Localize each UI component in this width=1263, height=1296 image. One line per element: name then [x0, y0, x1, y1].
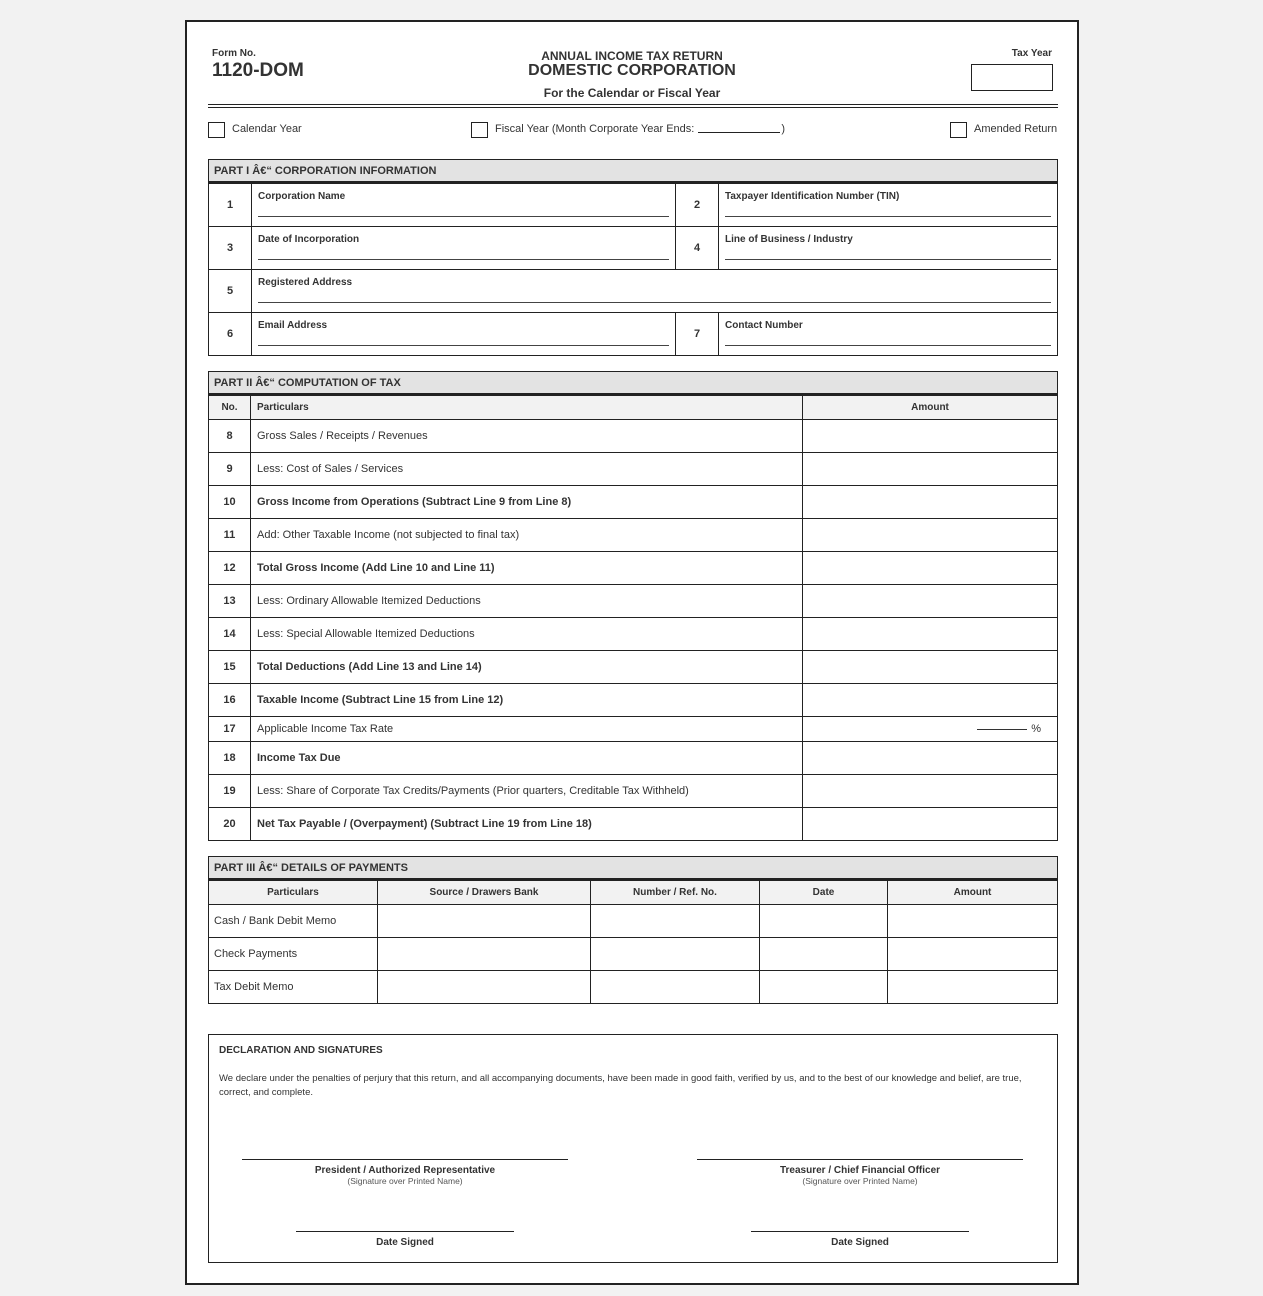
- line-particulars: Net Tax Payable / (Overpayment) (Subtract Line 19 from Line 18): [251, 808, 803, 841]
- tax-year-input[interactable]: [971, 64, 1053, 91]
- calendar-year-checkbox[interactable]: [208, 122, 225, 138]
- table-row: [209, 938, 1058, 971]
- line-number: 10: [209, 486, 251, 519]
- treasurer-date-label: Date Signed: [831, 1237, 889, 1248]
- source-bank-input[interactable]: [378, 971, 591, 1004]
- line-number: 14: [209, 618, 251, 651]
- line-number: 11: [209, 519, 251, 552]
- field-label: Corporation Name: [258, 191, 346, 202]
- ref-no-input[interactable]: [591, 905, 760, 938]
- field-label: Taxpayer Identification Number (TIN): [725, 191, 900, 202]
- amended-return-checkbox[interactable]: [950, 122, 967, 138]
- tax-rate-cell: [803, 717, 1058, 742]
- president-date-label: Date Signed: [376, 1237, 434, 1248]
- col-header-date: Date: [760, 881, 888, 905]
- form-number: 1120-DOM: [212, 60, 304, 81]
- payment-type: Tax Debit Memo: [209, 971, 378, 1004]
- field-number: 7: [676, 313, 719, 356]
- line-particulars: Less: Ordinary Allowable Itemized Deductions: [251, 585, 803, 618]
- form-subtitle: For the Calendar or Fiscal Year: [543, 86, 721, 100]
- table-row: [209, 651, 1058, 684]
- part1-header: PART I Â€“ CORPORATION INFORMATION: [208, 159, 1058, 183]
- amount-input[interactable]: [803, 552, 1058, 585]
- corporation-info-table: [208, 183, 1058, 356]
- line-number: 9: [209, 453, 251, 486]
- date-input[interactable]: [760, 938, 888, 971]
- fiscal-month-input[interactable]: [698, 132, 780, 133]
- amount-input[interactable]: [803, 742, 1058, 775]
- tin-field[interactable]: [719, 184, 1058, 227]
- line-particulars: Less: Share of Corporate Tax Credits/Payments (Prior quarters, Creditable Tax Withheld): [251, 775, 803, 808]
- amount-input[interactable]: [803, 684, 1058, 717]
- tax-form-page: [185, 20, 1079, 1285]
- amount-input[interactable]: [803, 651, 1058, 684]
- table-row: [209, 618, 1058, 651]
- president-signature-label: President / Authorized Representative: [314, 1165, 496, 1176]
- line-particulars: Less: Cost of Sales / Services: [251, 453, 803, 486]
- table-row: [209, 808, 1058, 841]
- line-particulars: Income Tax Due: [251, 742, 803, 775]
- table-row: [209, 453, 1058, 486]
- payment-type: Cash / Bank Debit Memo: [209, 905, 378, 938]
- amount-input[interactable]: [803, 519, 1058, 552]
- field-label: Email Address: [258, 320, 328, 331]
- line-number: 17: [209, 717, 251, 742]
- line-number: 8: [209, 420, 251, 453]
- treasurer-date-line[interactable]: [751, 1231, 969, 1232]
- line-number: 20: [209, 808, 251, 841]
- date-of-incorporation-field[interactable]: [252, 227, 676, 270]
- amount-input[interactable]: [803, 618, 1058, 651]
- table-row: [209, 742, 1058, 775]
- amount-input[interactable]: [803, 453, 1058, 486]
- fiscal-year-checkbox[interactable]: [471, 122, 488, 138]
- field-number: 4: [676, 227, 719, 270]
- table-row: [209, 717, 1058, 742]
- percent-sign: %: [1031, 723, 1041, 735]
- form-title-line1: ANNUAL INCOME TAX RETURN: [541, 49, 723, 63]
- date-input[interactable]: [760, 905, 888, 938]
- amount-input[interactable]: [888, 971, 1058, 1004]
- col-header-source-bank: Source / Drawers Bank: [378, 881, 591, 905]
- president-signature-sub: (Signature over Printed Name): [347, 1176, 463, 1186]
- registered-address-field[interactable]: [252, 270, 1058, 313]
- fiscal-year-text: Fiscal Year (Month Corporate Year Ends:: [495, 123, 695, 135]
- form-title: DOMESTIC CORPORATION: [528, 62, 736, 79]
- field-number: 6: [209, 313, 252, 356]
- amended-return-label: Amended Return: [974, 123, 1058, 135]
- fiscal-year-label: [495, 123, 785, 135]
- ref-no-input[interactable]: [591, 938, 760, 971]
- line-particulars: Total Gross Income (Add Line 10 and Line 11): [251, 552, 803, 585]
- treasurer-signature-sub: (Signature over Printed Name): [802, 1176, 918, 1186]
- table-row: [209, 420, 1058, 453]
- part3-header: PART III Â€“ DETAILS OF PAYMENTS: [208, 856, 1058, 880]
- payment-type: Check Payments: [209, 938, 378, 971]
- field-label: Line of Business / Industry: [725, 234, 853, 245]
- col-header-amount: Amount: [888, 881, 1058, 905]
- email-address-field[interactable]: [252, 313, 676, 356]
- amount-input[interactable]: [888, 905, 1058, 938]
- line-particulars: Add: Other Taxable Income (not subjected to final tax): [251, 519, 803, 552]
- line-of-business-field[interactable]: [719, 227, 1058, 270]
- col-header-no: No.: [209, 396, 251, 420]
- contact-number-field[interactable]: [719, 313, 1058, 356]
- president-signature-line[interactable]: [242, 1159, 568, 1160]
- line-number: 19: [209, 775, 251, 808]
- treasurer-signature-label: Treasurer / Chief Financial Officer: [779, 1165, 941, 1176]
- tax-rate-input[interactable]: [977, 729, 1027, 730]
- table-row: [209, 486, 1058, 519]
- payments-table: [208, 880, 1058, 1004]
- computation-table: [208, 395, 1058, 841]
- field-label: Registered Address: [258, 277, 353, 288]
- line-number: 15: [209, 651, 251, 684]
- field-number: 3: [209, 227, 252, 270]
- col-header-ref-no: Number / Ref. No.: [591, 881, 760, 905]
- calendar-year-label: Calendar Year: [232, 123, 302, 135]
- line-number: 12: [209, 552, 251, 585]
- amount-input[interactable]: [803, 808, 1058, 841]
- field-label: Contact Number: [725, 320, 803, 331]
- part2-header: PART II Â€“ COMPUTATION OF TAX: [208, 371, 1058, 395]
- source-bank-input[interactable]: [378, 938, 591, 971]
- tax-year-label: Tax Year: [1011, 48, 1052, 59]
- ref-no-input[interactable]: [591, 971, 760, 1004]
- amount-input[interactable]: [803, 775, 1058, 808]
- table-row: [209, 684, 1058, 717]
- line-particulars: Less: Special Allowable Itemized Deductions: [251, 618, 803, 651]
- col-header-amount: Amount: [803, 396, 1058, 420]
- table-row: [209, 971, 1058, 1004]
- line-number: 16: [209, 684, 251, 717]
- line-number: 18: [209, 742, 251, 775]
- field-number: 2: [676, 184, 719, 227]
- source-bank-input[interactable]: [378, 905, 591, 938]
- form-number-label: Form No.: [212, 48, 256, 59]
- field-number: 5: [209, 270, 252, 313]
- treasurer-signature-line[interactable]: [697, 1159, 1023, 1160]
- president-date-line[interactable]: [296, 1231, 514, 1232]
- amount-input[interactable]: [803, 585, 1058, 618]
- field-number: 1: [209, 184, 252, 227]
- table-row: [209, 519, 1058, 552]
- col-header-particulars: Particulars: [251, 396, 803, 420]
- table-row: [209, 585, 1058, 618]
- declaration-title: DECLARATION AND SIGNATURES: [219, 1045, 383, 1056]
- declaration-box: [208, 1034, 1058, 1263]
- field-label: Date of Incorporation: [258, 234, 360, 245]
- fiscal-year-close: ): [781, 123, 786, 135]
- table-row: [209, 552, 1058, 585]
- line-particulars: Applicable Income Tax Rate: [251, 717, 803, 742]
- line-particulars: Total Deductions (Add Line 13 and Line 14): [251, 651, 803, 684]
- amount-input[interactable]: [803, 420, 1058, 453]
- line-particulars: Gross Income from Operations (Subtract Line 9 from Line 8): [251, 486, 803, 519]
- line-particulars: Taxable Income (Subtract Line 15 from Line 12): [251, 684, 803, 717]
- header-divider: [208, 104, 1058, 108]
- amount-input[interactable]: [888, 938, 1058, 971]
- col-header-particulars: Particulars: [209, 881, 378, 905]
- declaration-text: We declare under the penalties of perjury that this return, and all accompanying documents, have been made in good faith, verified by us, and to the best of our knowledge and belief, are true, correct, and complete.: [219, 1073, 1022, 1098]
- corporation-name-field[interactable]: [252, 184, 676, 227]
- date-input[interactable]: [760, 971, 888, 1004]
- table-row: [209, 905, 1058, 938]
- line-number: 13: [209, 585, 251, 618]
- line-particulars: Gross Sales / Receipts / Revenues: [251, 420, 803, 453]
- amount-input[interactable]: [803, 486, 1058, 519]
- table-row: [209, 775, 1058, 808]
